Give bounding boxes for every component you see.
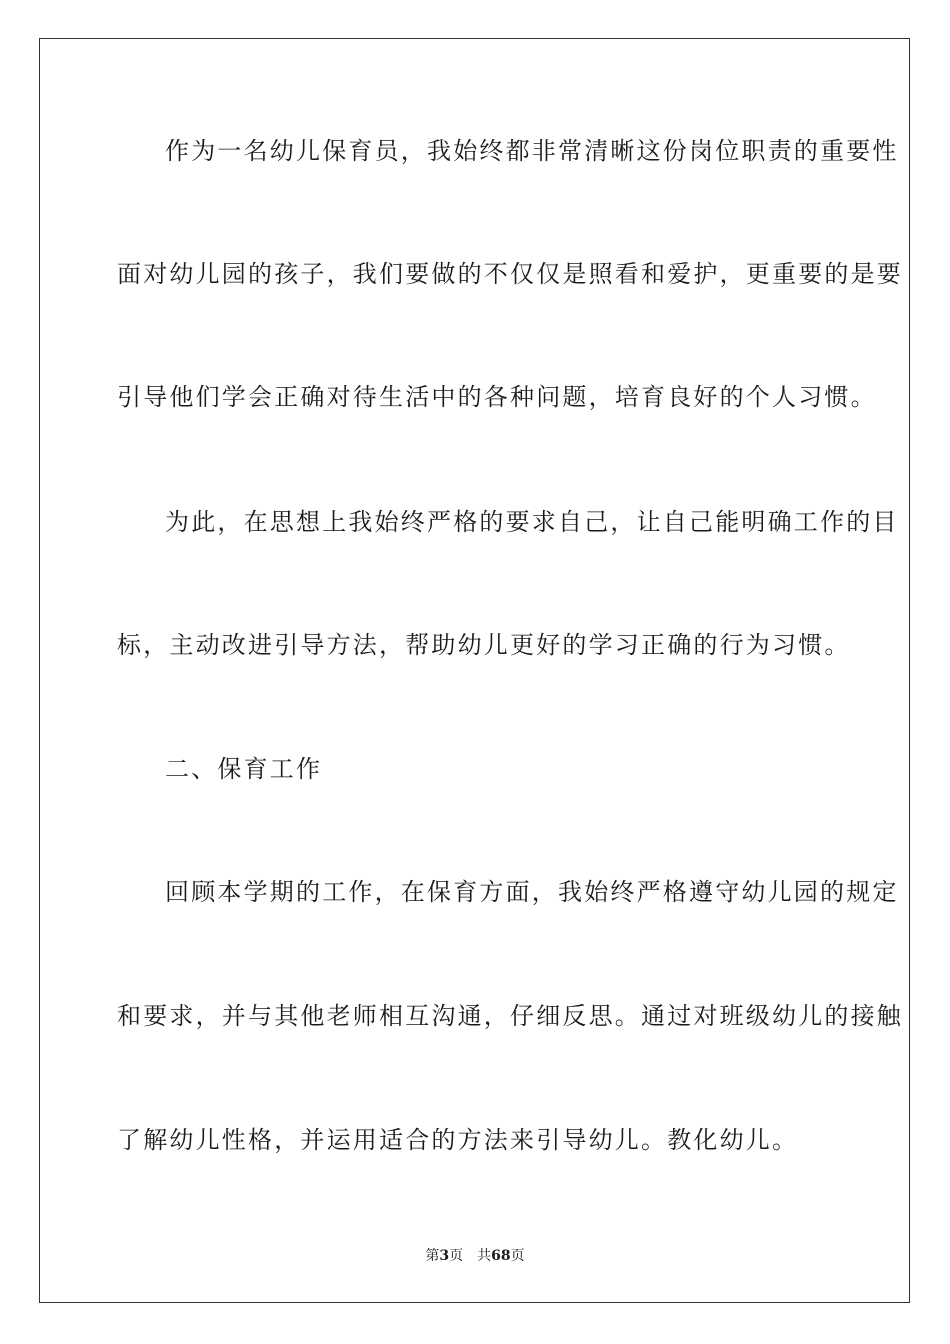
page-border bbox=[39, 38, 910, 1303]
section-heading: 二、保育工作 bbox=[165, 755, 323, 783]
page-footer bbox=[0, 1247, 950, 1265]
footer-page-suffix: 页 bbox=[449, 1248, 464, 1264]
footer-page-prefix: 第 bbox=[425, 1248, 440, 1264]
paragraph-2-line-1: 为此，在思想上我始终严格的要求自己，让自己能明确工作的目 bbox=[165, 508, 899, 536]
footer-total-suffix: 页 bbox=[510, 1248, 525, 1264]
footer-total-number: 68 bbox=[491, 1248, 511, 1264]
paragraph-3-line-1: 回顾本学期的工作，在保育方面，我始终严格遵守幼儿园的规定 bbox=[165, 878, 899, 906]
paragraph-1-line-2: 面对幼儿园的孩子，我们要做的不仅仅是照看和爱护，更重要的是要 bbox=[117, 260, 903, 288]
footer-total-prefix: 共 bbox=[477, 1248, 492, 1264]
paragraph-3-line-2: 和要求，并与其他老师相互沟通，仔细反思。通过对班级幼儿的接触 bbox=[117, 1002, 903, 1030]
paragraph-1-line-1: 作为一名幼儿保育员，我始终都非常清晰这份岗位职责的重要性 bbox=[165, 137, 899, 165]
paragraph-2-line-2: 标，主动改进引导方法，帮助幼儿更好的学习正确的行为习惯。 bbox=[117, 631, 851, 659]
footer-page-number: 3 bbox=[439, 1248, 450, 1264]
paragraph-1-line-3: 引导他们学会正确对待生活中的各种问题，培育良好的个人习惯。 bbox=[117, 383, 877, 411]
paragraph-3-line-3: 了解幼儿性格，并运用适合的方法来引导幼儿。教化幼儿。 bbox=[117, 1126, 799, 1154]
